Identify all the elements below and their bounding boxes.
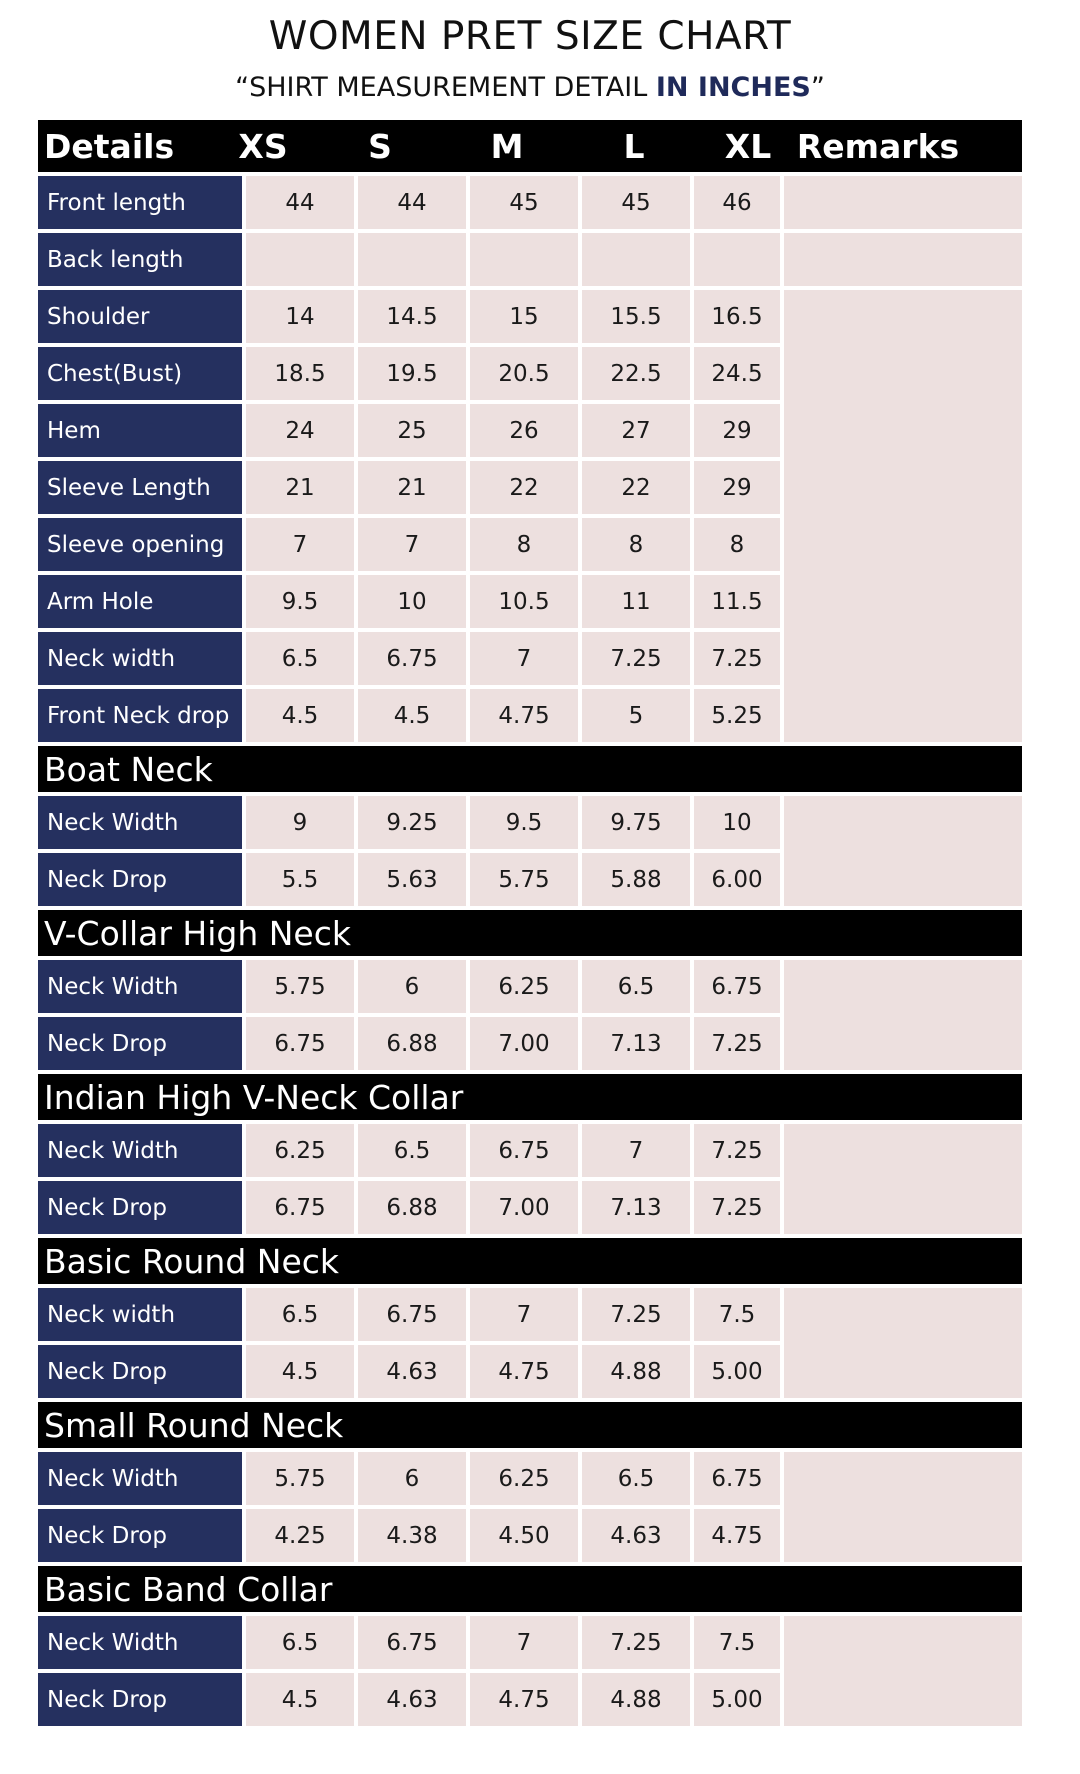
size-value-m: 7 xyxy=(470,632,578,685)
size-value-l: 5 xyxy=(582,689,690,742)
page-subtitle xyxy=(0,72,1060,103)
size-value-s: 19.5 xyxy=(358,347,466,400)
size-value-l: 6.5 xyxy=(582,960,690,1013)
size-value-xl: 10 xyxy=(694,796,780,849)
size-value-xs: 6.25 xyxy=(246,1124,354,1177)
size-value-m: 4.75 xyxy=(470,1345,578,1398)
size-value-m: 22 xyxy=(470,461,578,514)
remarks-cell xyxy=(784,1452,1022,1562)
section-heading: Basic Round Neck xyxy=(38,1238,1022,1284)
subtitle-text: SHIRT MEASUREMENT DETAIL xyxy=(249,72,656,103)
size-value-m: 6.75 xyxy=(470,1124,578,1177)
size-value-l: 7 xyxy=(582,1124,690,1177)
size-value-l: 9.75 xyxy=(582,796,690,849)
row-label: Neck Drop xyxy=(38,853,242,906)
size-value-l: 11 xyxy=(582,575,690,628)
size-value-s: 6.88 xyxy=(358,1017,466,1070)
row-label: Hem xyxy=(38,404,242,457)
row-label: Sleeve Length xyxy=(38,461,242,514)
size-value-xl: 29 xyxy=(694,461,780,514)
section-heading: Indian High V-Neck Collar xyxy=(38,1074,1022,1120)
row-label: Arm Hole xyxy=(38,575,242,628)
size-value-m: 7 xyxy=(470,1288,578,1341)
subtitle-quote-open: “ xyxy=(235,72,250,103)
column-header-l: L xyxy=(623,126,645,166)
size-value-l: 7.25 xyxy=(582,1616,690,1669)
size-value-s: 4.38 xyxy=(358,1509,466,1562)
size-value-s: 4.63 xyxy=(358,1673,466,1726)
row-label: Neck width xyxy=(38,632,242,685)
size-value-xs: 6.75 xyxy=(246,1181,354,1234)
row-label: Neck Drop xyxy=(38,1345,242,1398)
size-value-xs: 6.5 xyxy=(246,632,354,685)
size-value-m: 6.25 xyxy=(470,960,578,1013)
size-value-m: 10.5 xyxy=(470,575,578,628)
size-value-xs: 5.75 xyxy=(246,960,354,1013)
size-value-m: 4.75 xyxy=(470,689,578,742)
size-value-xs: 4.5 xyxy=(246,1345,354,1398)
size-value-l: 7.13 xyxy=(582,1181,690,1234)
size-value-m: 9.5 xyxy=(470,796,578,849)
section-heading: Basic Band Collar xyxy=(38,1566,1022,1612)
row-label: Front Neck drop xyxy=(38,689,242,742)
size-value-l: 4.88 xyxy=(582,1345,690,1398)
size-value-s: 10 xyxy=(358,575,466,628)
remarks-cell xyxy=(784,1288,1022,1398)
section-heading: Boat Neck xyxy=(38,746,1022,792)
size-value-xl: 46 xyxy=(694,176,780,229)
size-value-l: 27 xyxy=(582,404,690,457)
size-value-s: 6.75 xyxy=(358,1616,466,1669)
size-value-l: 22 xyxy=(582,461,690,514)
size-value-m: 5.75 xyxy=(470,853,578,906)
size-value-xl: 6.75 xyxy=(694,960,780,1013)
remarks-cell xyxy=(784,960,1022,1070)
size-value-xl: 6.00 xyxy=(694,853,780,906)
size-value-xl xyxy=(694,233,780,286)
size-value-m: 8 xyxy=(470,518,578,571)
size-value-s: 5.63 xyxy=(358,853,466,906)
size-value-l: 4.63 xyxy=(582,1509,690,1562)
size-value-m: 4.50 xyxy=(470,1509,578,1562)
size-value-xs: 9.5 xyxy=(246,575,354,628)
size-value-s: 6 xyxy=(358,960,466,1013)
size-value-m: 7.00 xyxy=(470,1181,578,1234)
size-value-xl: 5.00 xyxy=(694,1345,780,1398)
size-value-xl: 24.5 xyxy=(694,347,780,400)
size-value-xl: 5.25 xyxy=(694,689,780,742)
size-value-xs: 4.25 xyxy=(246,1509,354,1562)
size-value-m: 45 xyxy=(470,176,578,229)
size-value-s: 6.75 xyxy=(358,1288,466,1341)
size-value-s: 6 xyxy=(358,1452,466,1505)
size-value-xs: 4.5 xyxy=(246,1673,354,1726)
size-value-m: 7.00 xyxy=(470,1017,578,1070)
size-value-xl: 7.25 xyxy=(694,632,780,685)
column-header-xl: XL xyxy=(724,126,772,166)
size-value-l: 7.13 xyxy=(582,1017,690,1070)
row-label: Neck Width xyxy=(38,1452,242,1505)
size-value-s: 6.5 xyxy=(358,1124,466,1177)
size-value-xs xyxy=(246,233,354,286)
size-value-xl: 7.25 xyxy=(694,1017,780,1070)
size-value-xs: 5.5 xyxy=(246,853,354,906)
size-value-s: 9.25 xyxy=(358,796,466,849)
size-value-xl: 7.25 xyxy=(694,1181,780,1234)
row-label: Neck Width xyxy=(38,796,242,849)
row-label: Front length xyxy=(38,176,242,229)
size-value-xs: 9 xyxy=(246,796,354,849)
size-value-m: 4.75 xyxy=(470,1673,578,1726)
size-value-xs: 4.5 xyxy=(246,689,354,742)
size-value-xs: 7 xyxy=(246,518,354,571)
row-label: Neck Drop xyxy=(38,1181,242,1234)
row-label: Neck Width xyxy=(38,1124,242,1177)
size-value-xl: 6.75 xyxy=(694,1452,780,1505)
size-value-xl: 7.5 xyxy=(694,1288,780,1341)
size-value-s: 44 xyxy=(358,176,466,229)
column-header-remarks: Remarks xyxy=(796,126,960,166)
column-header-row xyxy=(38,120,1022,172)
size-chart-table xyxy=(38,120,1022,1772)
size-value-xl: 8 xyxy=(694,518,780,571)
size-value-s: 6.88 xyxy=(358,1181,466,1234)
size-value-s: 7 xyxy=(358,518,466,571)
size-value-l: 7.25 xyxy=(582,632,690,685)
size-value-m xyxy=(470,233,578,286)
column-header-s: S xyxy=(368,126,392,166)
column-header-details: Details xyxy=(44,126,175,166)
size-value-xs: 6.75 xyxy=(246,1017,354,1070)
row-label: Chest(Bust) xyxy=(38,347,242,400)
row-label: Neck Drop xyxy=(38,1673,242,1726)
size-value-s: 21 xyxy=(358,461,466,514)
size-value-m: 7 xyxy=(470,1616,578,1669)
size-value-l: 8 xyxy=(582,518,690,571)
size-value-xl: 4.75 xyxy=(694,1509,780,1562)
size-value-l: 22.5 xyxy=(582,347,690,400)
size-value-xl: 29 xyxy=(694,404,780,457)
size-value-xs: 24 xyxy=(246,404,354,457)
size-value-m: 26 xyxy=(470,404,578,457)
size-value-l: 4.88 xyxy=(582,1673,690,1726)
size-value-l: 5.88 xyxy=(582,853,690,906)
remarks-cell xyxy=(784,233,1022,286)
column-header-xs: XS xyxy=(238,126,288,166)
row-label: Neck Width xyxy=(38,960,242,1013)
remarks-cell xyxy=(784,1616,1022,1726)
page-title: WOMEN PRET SIZE CHART xyxy=(268,14,792,59)
section-heading: Small Round Neck xyxy=(38,1402,1022,1448)
size-value-xl: 7.25 xyxy=(694,1124,780,1177)
size-value-xs: 44 xyxy=(246,176,354,229)
remarks-cell xyxy=(784,290,1022,742)
size-value-xs: 6.5 xyxy=(246,1288,354,1341)
size-value-xl: 11.5 xyxy=(694,575,780,628)
size-value-s: 4.5 xyxy=(358,689,466,742)
remarks-cell xyxy=(784,1124,1022,1234)
row-label: Back length xyxy=(38,233,242,286)
size-value-s: 25 xyxy=(358,404,466,457)
row-label: Shoulder xyxy=(38,290,242,343)
row-label: Sleeve opening xyxy=(38,518,242,571)
size-value-s: 4.63 xyxy=(358,1345,466,1398)
size-value-s: 14.5 xyxy=(358,290,466,343)
size-value-s xyxy=(358,233,466,286)
size-value-s: 6.75 xyxy=(358,632,466,685)
size-value-m: 20.5 xyxy=(470,347,578,400)
subtitle-quote-close: ” xyxy=(810,72,825,103)
size-value-xl: 5.00 xyxy=(694,1673,780,1726)
row-label: Neck Drop xyxy=(38,1509,242,1562)
size-value-l: 15.5 xyxy=(582,290,690,343)
size-value-l: 6.5 xyxy=(582,1452,690,1505)
size-value-xs: 6.5 xyxy=(246,1616,354,1669)
subtitle-emphasis: IN INCHES xyxy=(655,72,811,103)
size-value-xs: 5.75 xyxy=(246,1452,354,1505)
section-heading: V-Collar High Neck xyxy=(38,910,1022,956)
column-header-m: M xyxy=(490,126,524,166)
row-label: Neck Drop xyxy=(38,1017,242,1070)
remarks-cell xyxy=(784,796,1022,906)
remarks-cell xyxy=(784,176,1022,229)
row-label: Neck width xyxy=(38,1288,242,1341)
size-value-xs: 18.5 xyxy=(246,347,354,400)
size-value-l xyxy=(582,233,690,286)
size-value-xl: 7.5 xyxy=(694,1616,780,1669)
size-value-m: 6.25 xyxy=(470,1452,578,1505)
size-value-l: 45 xyxy=(582,176,690,229)
size-value-l: 7.25 xyxy=(582,1288,690,1341)
size-value-xs: 14 xyxy=(246,290,354,343)
size-value-xs: 21 xyxy=(246,461,354,514)
row-label: Neck Width xyxy=(38,1616,242,1669)
size-value-xl: 16.5 xyxy=(694,290,780,343)
size-value-m: 15 xyxy=(470,290,578,343)
